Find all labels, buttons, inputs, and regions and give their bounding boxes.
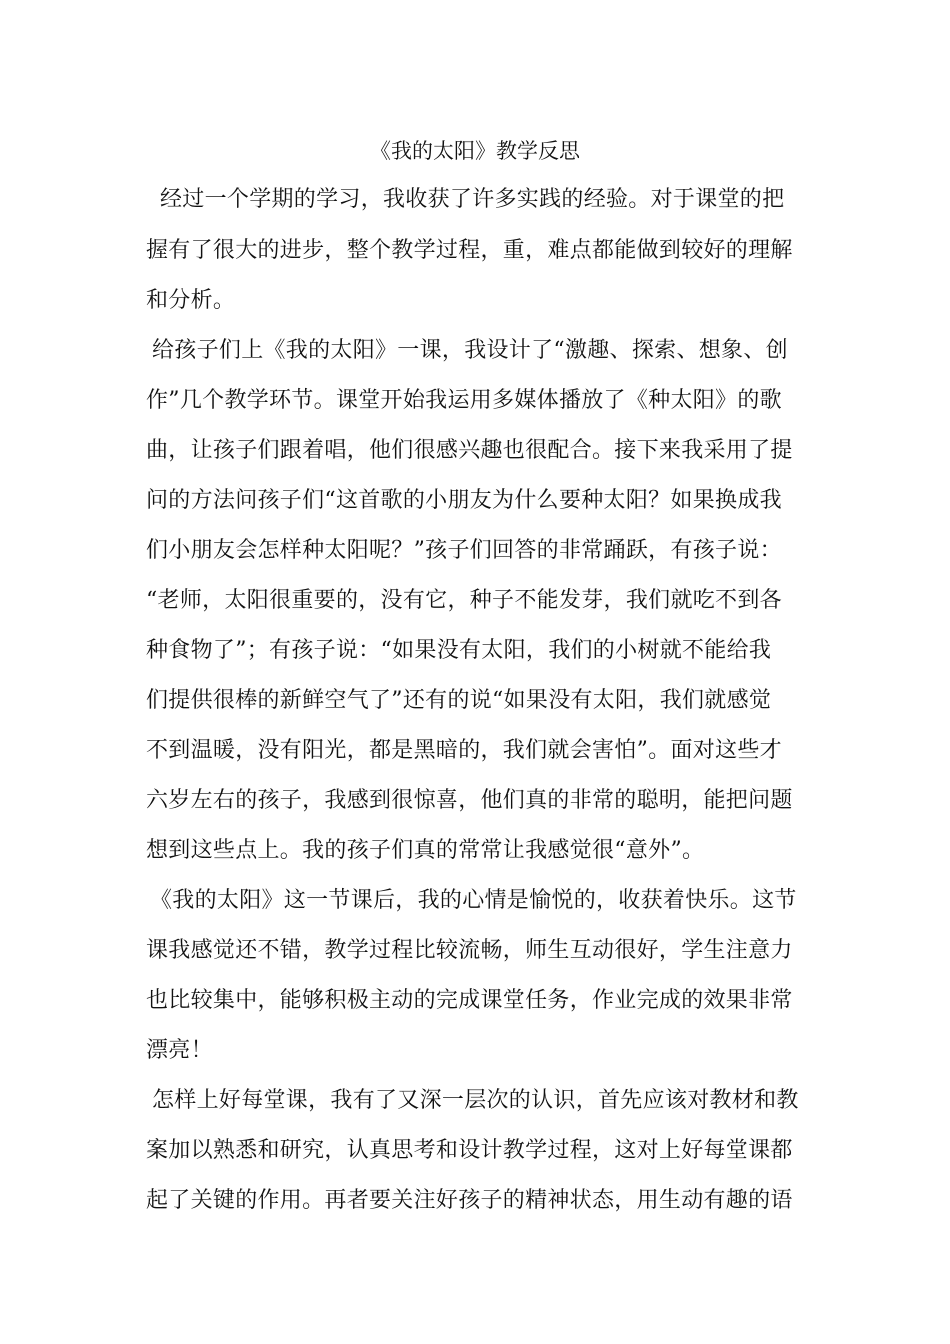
text-line: “老师，太阳很重要的，没有它，种子不能发芽，我们就吃不到各 [146, 588, 782, 613]
text-line: 们提供很棒的新鲜空气了”还有的说“如果没有太阳，我们就感觉 [146, 688, 772, 713]
text-line: 曲，让孩子们跟着唱，他们很感兴趣也很配合。接下来我采用了提 [146, 438, 793, 463]
text-line: 不到温暖，没有阳光，都是黑暗的，我们就会害怕”。面对这些才 [146, 738, 782, 763]
text-line: 课我感觉还不错，教学过程比较流畅，师生互动很好，学生注意力 [146, 938, 793, 963]
text-line: 也比较集中，能够积极主动的完成课堂任务，作业完成的效果非常 [146, 988, 793, 1013]
text-line: 握有了很大的进步，整个教学过程，重，难点都能做到较好的理解 [146, 238, 793, 263]
text-line: 种食物了”；有孩子说：“如果没有太阳，我们的小树就不能给我 [146, 638, 772, 663]
text-line: 《我的太阳》这一节课后，我的心情是愉悦的，收获着快乐。这节 [150, 888, 797, 913]
text-line: 案加以熟悉和研究，认真思考和设计教学过程，这对上好每堂课都 [146, 1138, 793, 1163]
text-line: 们小朋友会怎样种太阳呢？”孩子们回答的非常踊跃，有孩子说： [146, 538, 782, 563]
text-line: 起了关键的作用。再者要关注好孩子的精神状态，用生动有趣的语 [146, 1188, 793, 1213]
text-line: 和分析。 [146, 288, 236, 313]
text-line: 问的方法问孩子们“这首歌的小朋友为什么要种太阳？如果换成我 [146, 488, 782, 513]
document-title: 《我的太阳》教学反思 [370, 139, 580, 163]
text-line: 给孩子们上《我的太阳》一课，我设计了“激趣、探索、想象、创 [152, 338, 788, 363]
text-line: 经过一个学期的学习，我收获了许多实践的经验。对于课堂的把 [160, 187, 785, 212]
text-line: 漂亮！ [146, 1038, 213, 1063]
text-line: 作”几个教学环节。课堂开始我运用多媒体播放了《种太阳》的歌 [146, 388, 782, 413]
text-line: 六岁左右的孩子，我感到很惊喜，他们真的非常的聪明，能把问题 [146, 788, 793, 813]
text-line: 怎样上好每堂课，我有了又深一层次的认识，首先应该对教材和教 [152, 1088, 799, 1113]
text-line: 想到这些点上。我的孩子们真的常常让我感觉很“意外”。 [146, 838, 705, 863]
